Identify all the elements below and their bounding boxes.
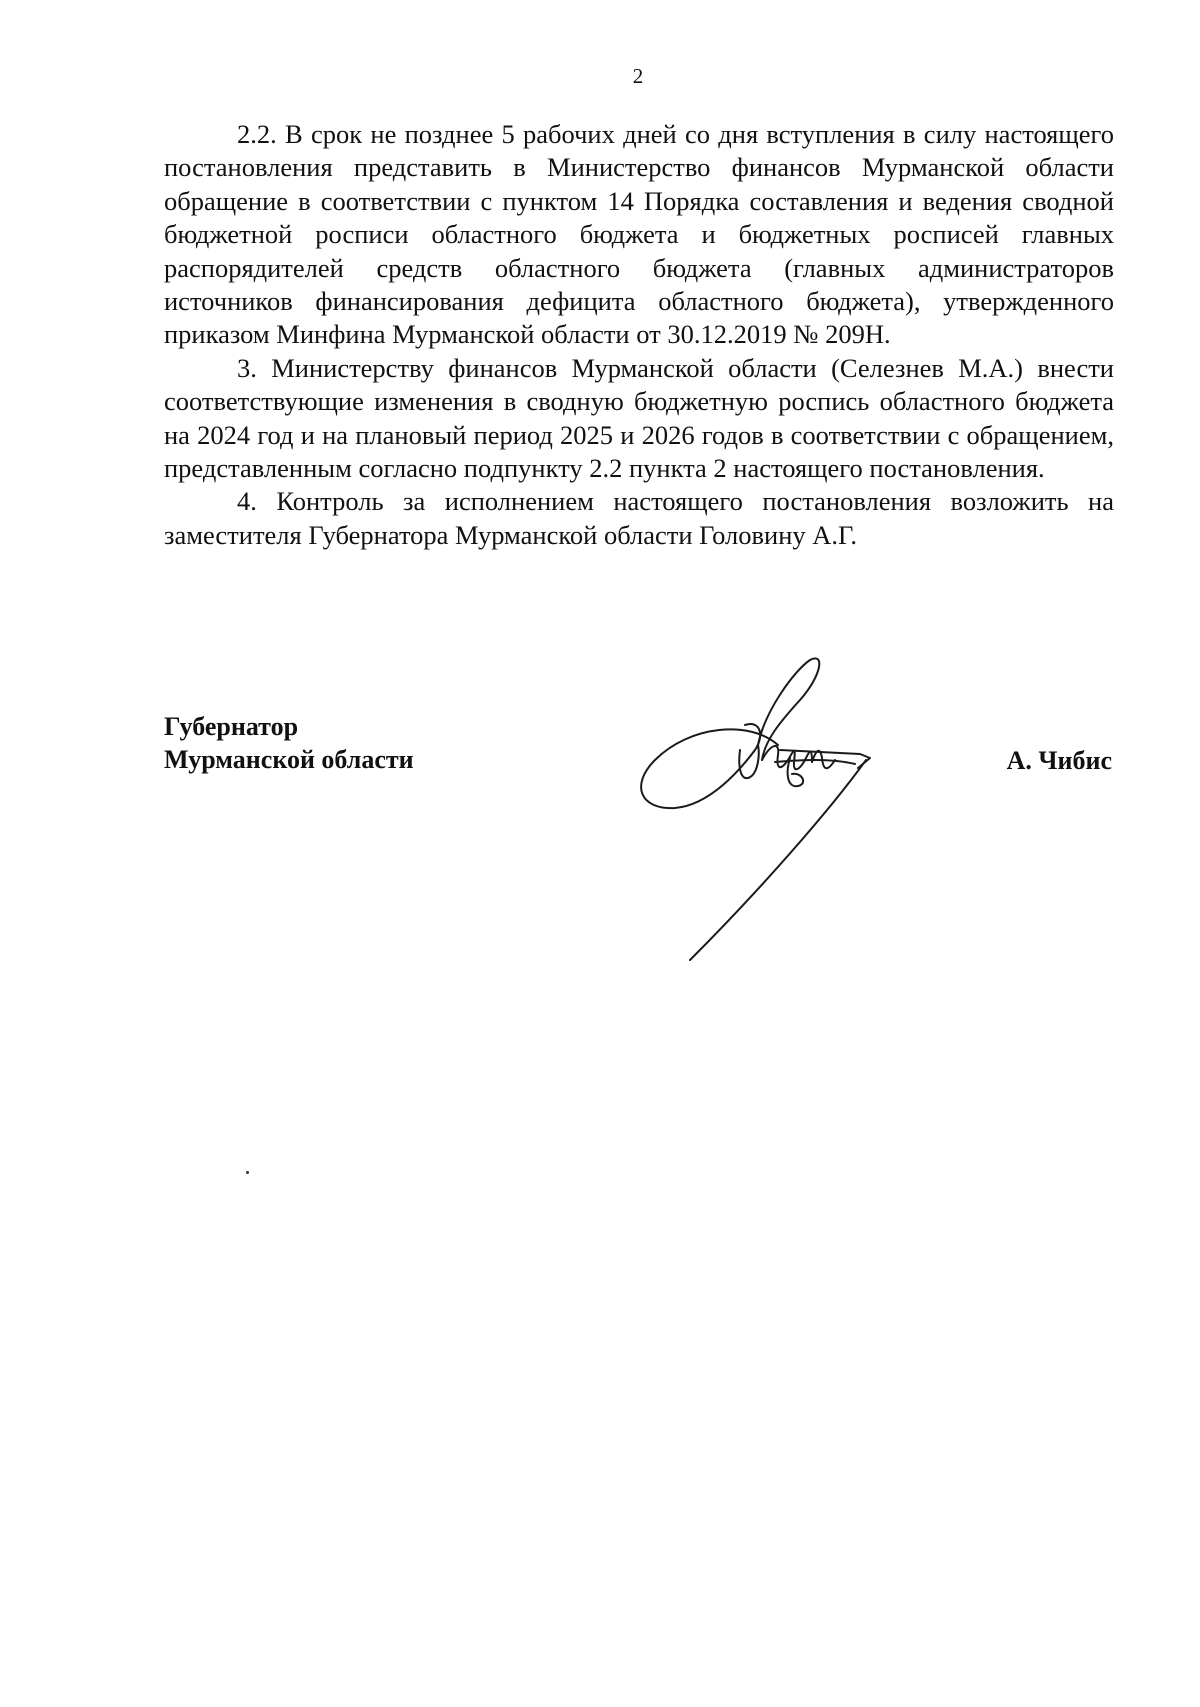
handwritten-signature bbox=[630, 650, 950, 970]
paragraph-3: 3. Министерству финансов Мурманской области (Селезнев М.А.) внести соответствующие изменения в сводную бюджетную роспись областного бюджета на 2024 год и на плановый период 2025 и 2026 годов в соответствии с обращением, представленным согласно подпункту 2.2 пункта 2 настоящего постановления. bbox=[164, 352, 1114, 484]
page-number: 2 bbox=[632, 64, 644, 88]
paragraph-4: 4. Контроль за исполнением настоящего постановления возложить на заместителя Губернатора Мурманской области Головину А.Г. bbox=[164, 486, 1114, 550]
signatory-name: А. Чибис bbox=[1006, 746, 1112, 775]
document-body bbox=[164, 118, 1114, 552]
signatory-title-line2: Мурманской области bbox=[164, 745, 414, 774]
signatory-title bbox=[164, 710, 414, 776]
paragraph-2-2: 2.2. В срок не позднее 5 рабочих дней со дня вступления в силу настоящего постановления представить в Министерство финансов Мурманской области обращение в соответствии с пунктом 14 Порядка составления и ведения сводной бюджетной росписи областного бюджета и бюджетных росписей главных распорядителей средств областного бюджета (главных администраторов источников финансирования дефицита областного бюджета), утвержденного приказом Минфина Мурманской области от 30.12.2019 № 209Н. bbox=[164, 119, 1114, 350]
scan-speck bbox=[246, 1171, 249, 1174]
signatory-title-line1: Губернатор bbox=[164, 712, 299, 741]
